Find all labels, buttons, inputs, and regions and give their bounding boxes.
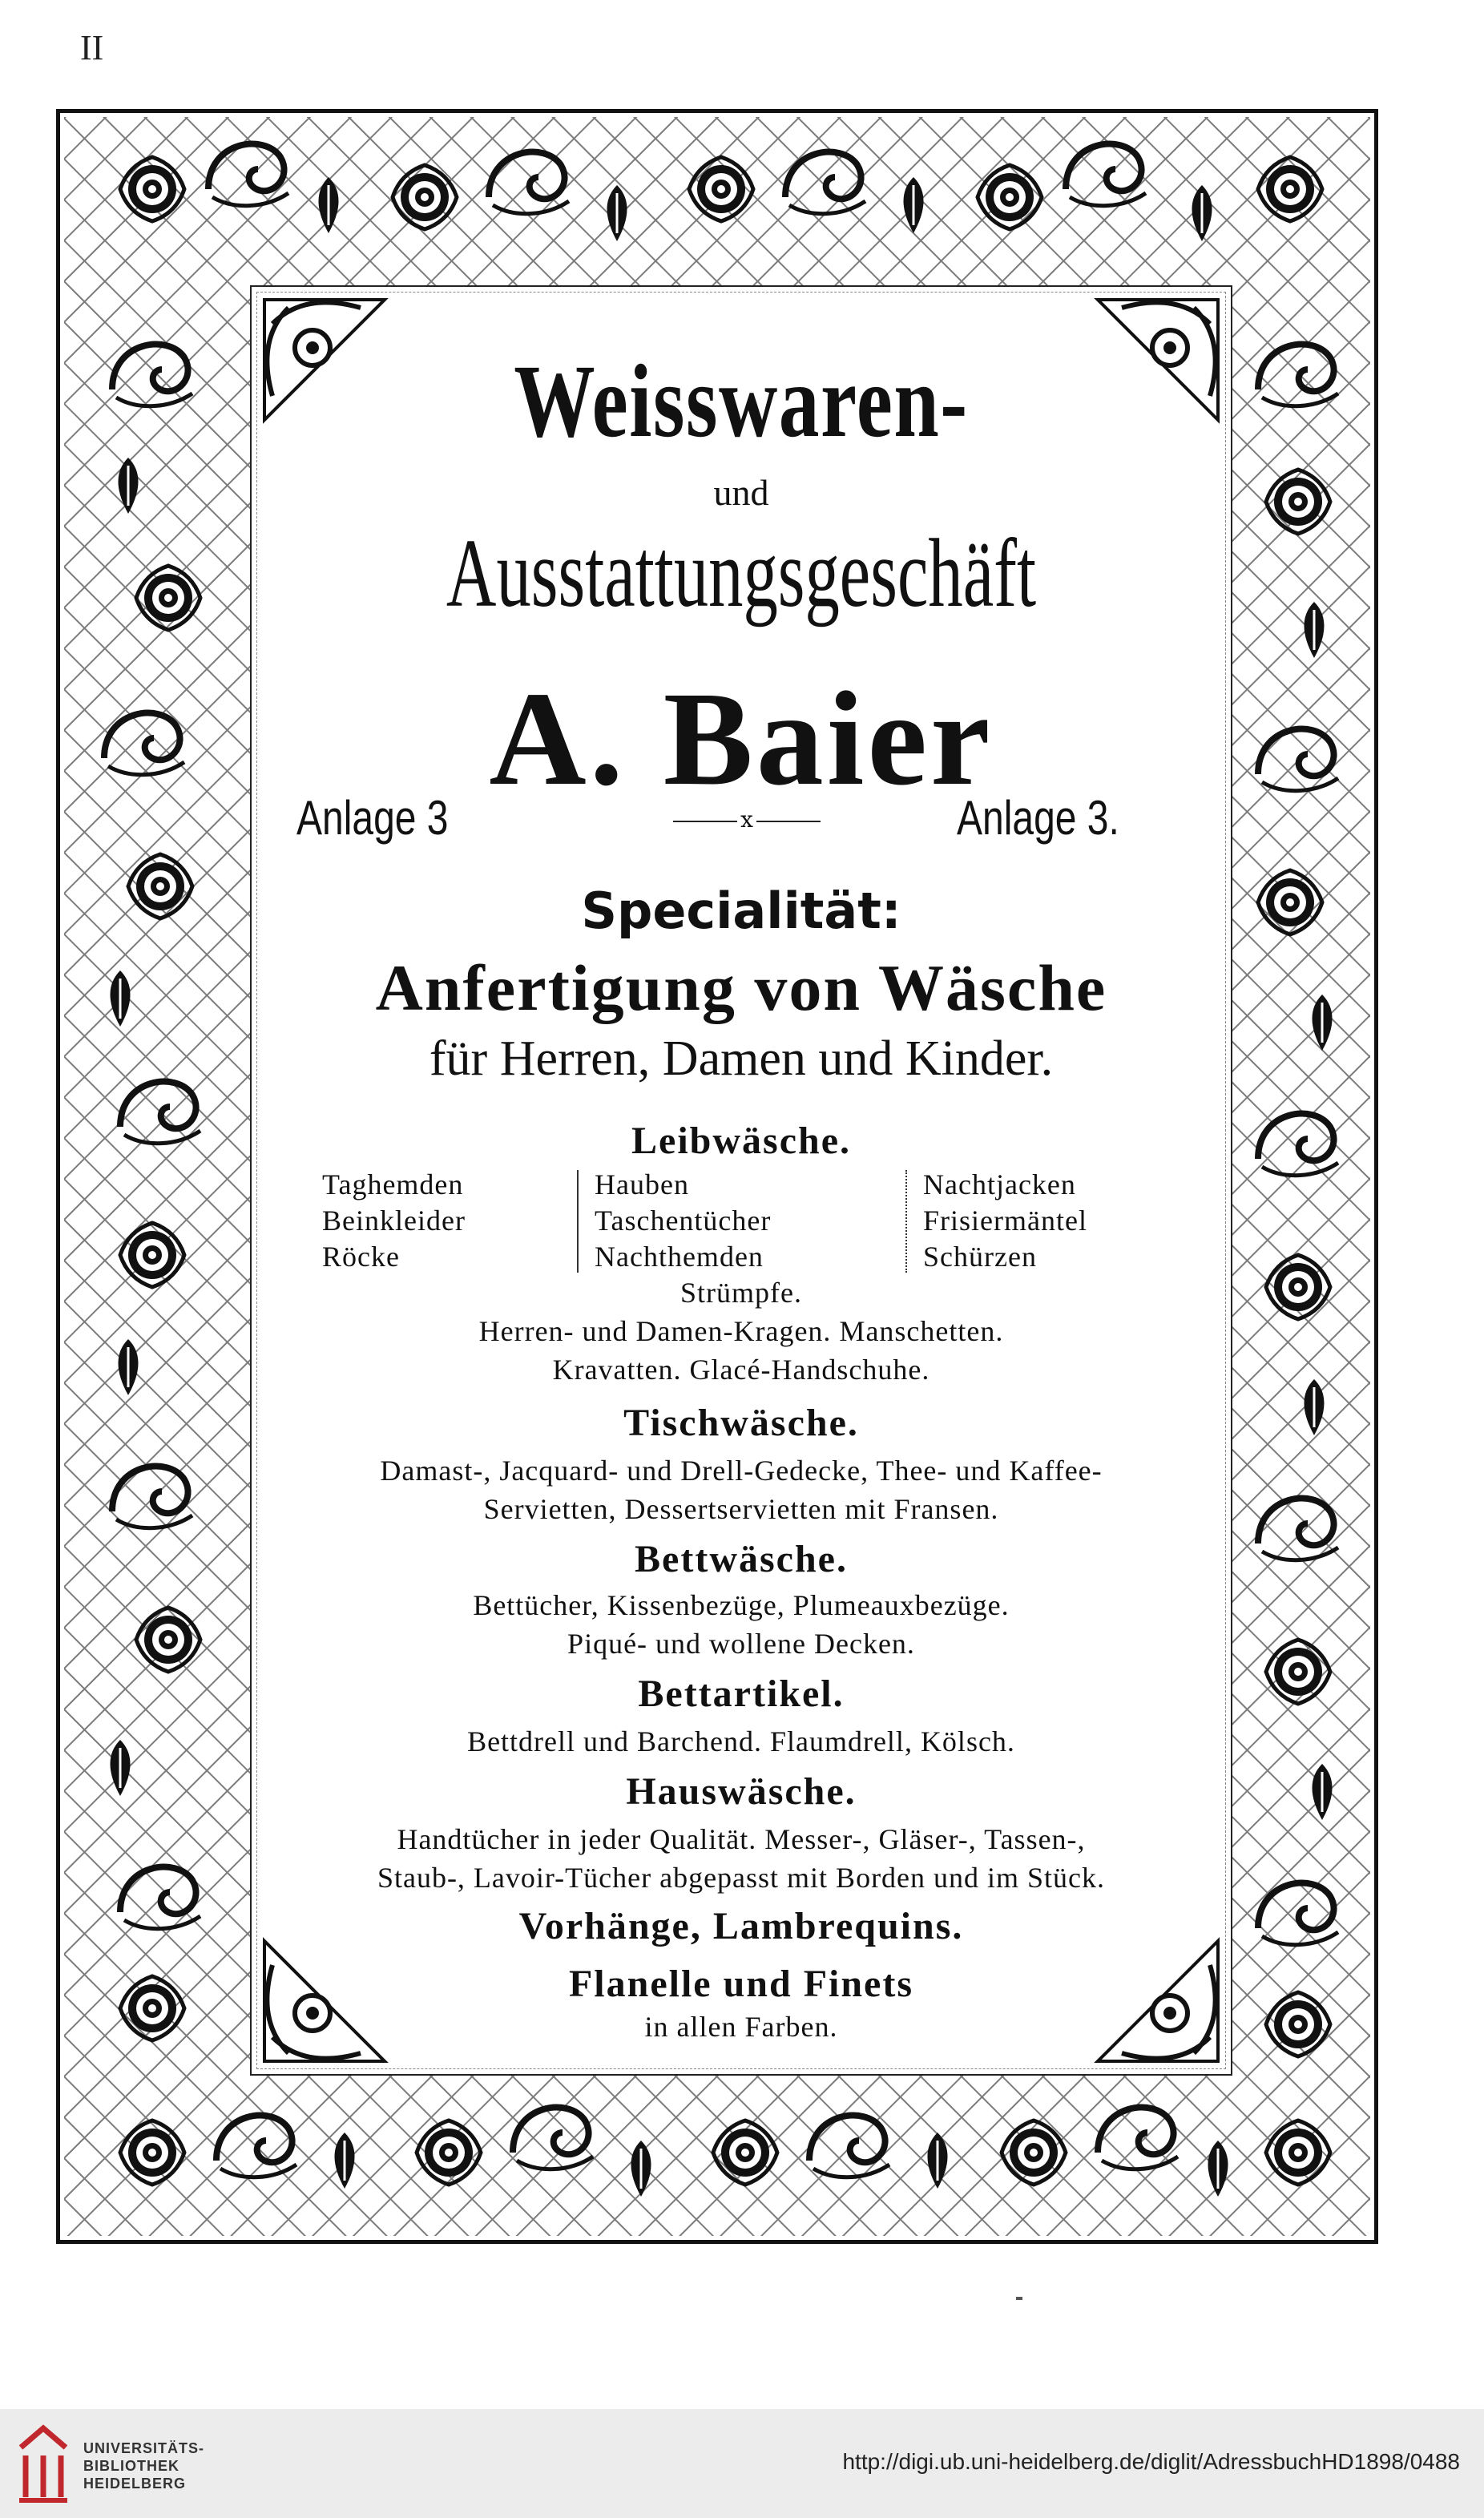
section-line: in allen Farben. [644,2011,838,2043]
address-right: Anlage 3. [957,791,1119,845]
section-heading-tischwaesche: Tischwäsche. [623,1402,859,1444]
list-item: Hauben [595,1168,689,1200]
owner-name: A. Baier [489,664,994,813]
print-speck [1016,2297,1022,2300]
address-left: Anlage 3 [296,791,449,845]
page-number: II [80,28,104,67]
list-item: Röcke [322,1241,400,1273]
permalink-url[interactable]: http://digi.ub.uni-heidelberg.de/diglit/AdressbuchHD1898/0488 [842,2449,1460,2474]
advertisement-content [250,285,1232,2076]
list-item: Schürzen [923,1241,1037,1273]
title-conjunction: und [713,472,769,513]
logo-line: BIBLIOTHEK [83,2458,179,2474]
list-item: Taghemden [322,1168,464,1200]
section-heading-leibwaesche: Leibwäsche. [631,1120,851,1162]
library-logo-icon [14,2423,72,2504]
list-item: Nachtjacken [923,1168,1076,1200]
section-line: Strümpfe. [680,1277,802,1309]
specialty-heading: Specialität: [581,882,901,940]
column-divider [577,1170,579,1273]
section-line: Piqué- und wollene Decken. [567,1628,915,1660]
list-item: Frisiermäntel [923,1205,1087,1237]
library-logo-text [83,2439,204,2492]
section-line: Kravatten. Glacé-Handschuhe. [552,1354,930,1386]
address-separator: x [667,806,827,833]
list-item: Taschentücher [595,1205,772,1237]
library-footer [0,2409,1484,2518]
column-divider [905,1170,907,1273]
list-item: Beinkleider [322,1205,466,1237]
section-heading-flanelle: Flanelle und Finets [568,1963,914,2005]
list-item: Nachthemden [595,1241,764,1273]
section-line: Staub-, Lavoir-Tücher abgepasst mit Borden und im Stück. [377,1862,1106,1894]
section-heading-vorhaenge: Vorhänge, Lambrequins. [518,1905,964,1947]
section-line: Handtücher in jeder Qualität. Messer-, Gläser-, Tassen-, [397,1823,1086,1855]
shop-title: Weisswaren- [514,344,969,459]
section-line: Damast-, Jacquard- und Drell-Gedecke, Thee- und Kaffee- [380,1455,1103,1487]
section-heading-hauswaesche: Hauswäsche. [626,1770,857,1813]
specialty-sub: für Herren, Damen und Kinder. [429,1031,1054,1086]
shop-subtitle: Ausstattungsgeschäft [446,519,1037,627]
logo-line: UNIVERSITÄTS- [83,2440,205,2456]
logo-line: HEIDELBERG [83,2476,187,2492]
section-heading-bettartikel: Bettartikel. [638,1673,845,1715]
section-line: Bettdrell und Barchend. Flaumdrell, Kölsch. [467,1725,1015,1757]
section-line: Bettücher, Kissenbezüge, Plumeauxbezüge. [473,1589,1010,1621]
specialty-main: Anfertigung von Wäsche [375,951,1107,1024]
section-line: Herren- und Damen-Kragen. Manschetten. [478,1315,1004,1347]
section-heading-bettwaesche: Bettwäsche. [635,1538,848,1580]
section-line: Servietten, Dessertservietten mit Fransen. [483,1493,999,1525]
